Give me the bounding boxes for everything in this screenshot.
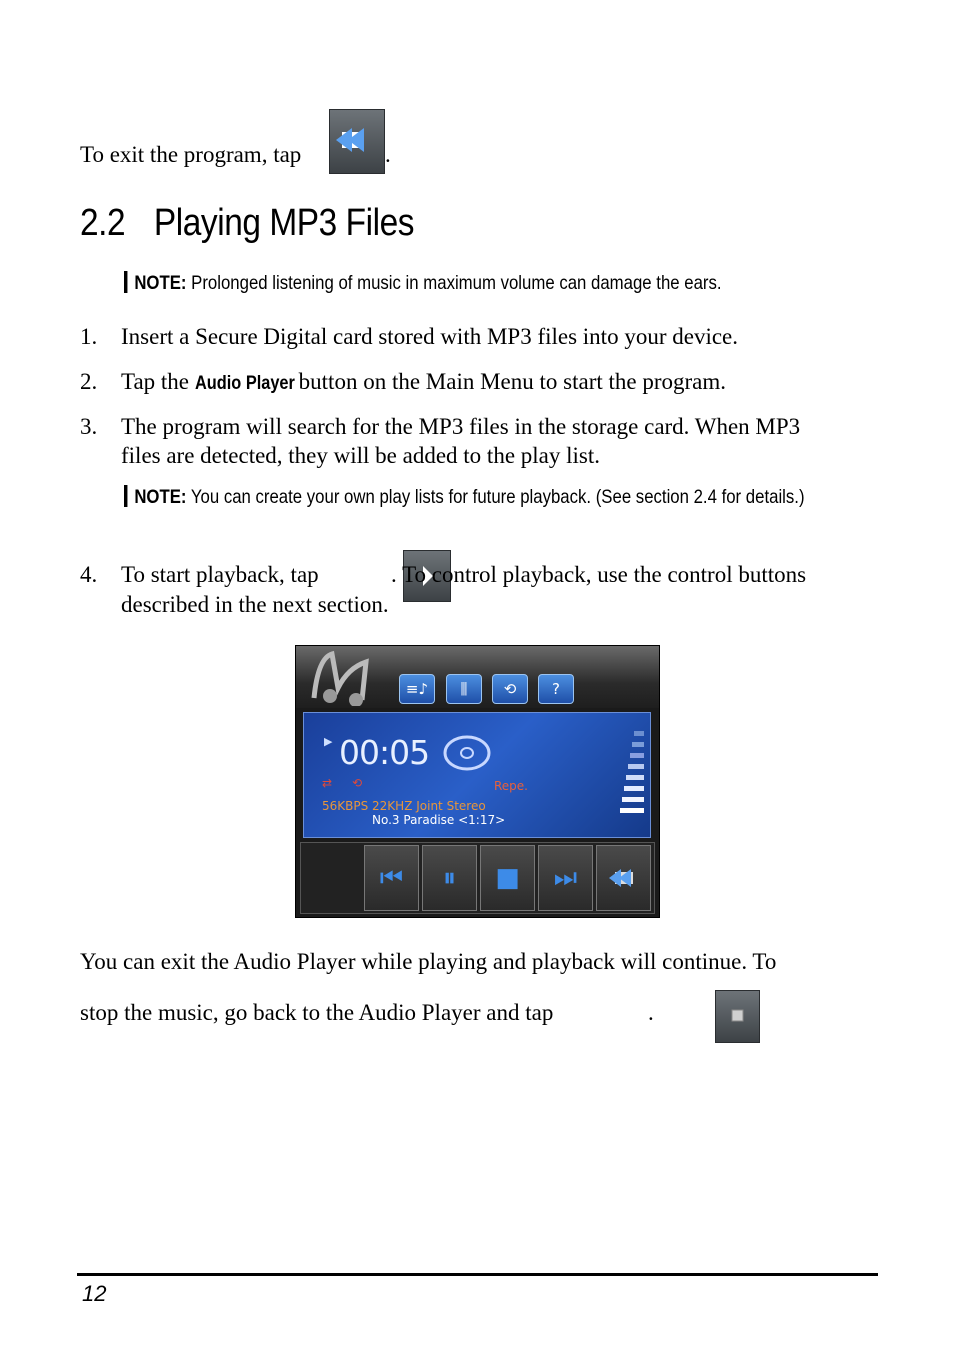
audio-player-label: Audio Player xyxy=(194,373,295,394)
intro-text: To exit the program, tap xyxy=(80,142,302,167)
help-icon[interactable]: ? xyxy=(538,674,574,704)
intro-line xyxy=(80,142,301,168)
audio-player-screenshot xyxy=(295,645,660,918)
playlist-icon[interactable]: ≡♪ xyxy=(399,674,435,704)
closing-line-1: You can exit the Audio Player while playing and playback will continue. To xyxy=(80,949,777,974)
previous-icon[interactable]: ⏮ xyxy=(364,845,419,911)
exit-icon[interactable] xyxy=(329,109,385,174)
note-playlists xyxy=(124,485,805,509)
note-label: NOTE: xyxy=(134,486,187,508)
stop-icon[interactable] xyxy=(715,990,760,1043)
step-number: 3. xyxy=(80,414,98,439)
step-text: . To control playback, use the control buttons xyxy=(391,562,807,587)
note-text: Prolonged listening of music in maximum volume can damage the ears. xyxy=(186,272,722,294)
pause-icon[interactable]: ⏸ xyxy=(422,845,477,911)
note-label: NOTE: xyxy=(134,272,187,294)
step-number: 1. xyxy=(80,324,98,349)
step-number: 4. xyxy=(80,562,98,587)
track-info: No.3 Paradise <1:17> xyxy=(372,813,506,827)
step-text: The program will search for the MP3 files in the storage card. When MP3 xyxy=(121,414,801,439)
section-number: 2.2 xyxy=(80,202,126,244)
bitrate-info: 56KBPS 22KHZ Joint Stereo xyxy=(322,799,486,813)
cd-icon xyxy=(442,735,492,771)
control-bar xyxy=(300,842,655,914)
repeat-icon[interactable]: ⟲ xyxy=(492,674,528,704)
note-volume xyxy=(124,271,722,295)
music-logo-icon xyxy=(308,648,374,706)
volume-meter xyxy=(620,731,646,821)
next-icon[interactable]: ⏭ xyxy=(538,845,593,911)
closing-text: stop the music, go back to the Audio Player and tap xyxy=(80,1000,554,1025)
section-title: Playing MP3 Files xyxy=(153,202,415,244)
footer-rule xyxy=(77,1273,878,1276)
step-text: described in the next section. xyxy=(121,592,389,617)
note-text: You can create your own play lists for future playback. (See section 2.4 for details.) xyxy=(186,486,805,508)
stop-button-icon[interactable]: ■ xyxy=(480,845,535,911)
player-exit-icon[interactable] xyxy=(596,845,651,911)
step-text-part: Tap the xyxy=(121,369,195,394)
note-bar xyxy=(124,485,127,507)
closing-period: . xyxy=(648,1000,654,1025)
equalizer-icon[interactable]: ⫼ xyxy=(446,674,482,704)
closing-line-2 xyxy=(80,1000,553,1026)
player-display xyxy=(303,712,651,838)
step-text: Insert a Secure Digital card stored with MP3 files into your device. xyxy=(121,324,739,349)
step-text xyxy=(121,367,726,399)
player-top-bar xyxy=(296,646,659,708)
step-text-part: button on the Main Menu to start the program. xyxy=(292,369,727,394)
note-bar xyxy=(124,271,127,293)
play-indicator-icon: ▶ xyxy=(324,735,333,748)
intro-period: . xyxy=(385,142,391,167)
section-heading xyxy=(80,202,414,245)
shuffle-icon: ⇄ xyxy=(322,776,333,790)
step-text: files are detected, they will be added to the play list. xyxy=(121,443,601,468)
step-number: 2. xyxy=(80,369,98,394)
repeat-mode-icon: ⟲ xyxy=(352,776,363,790)
page-number: 12 xyxy=(82,1281,107,1306)
elapsed-time: 00:05 xyxy=(339,733,430,772)
step-text: To start playback, tap xyxy=(121,562,319,587)
repeat-label: Repe. xyxy=(494,779,528,793)
